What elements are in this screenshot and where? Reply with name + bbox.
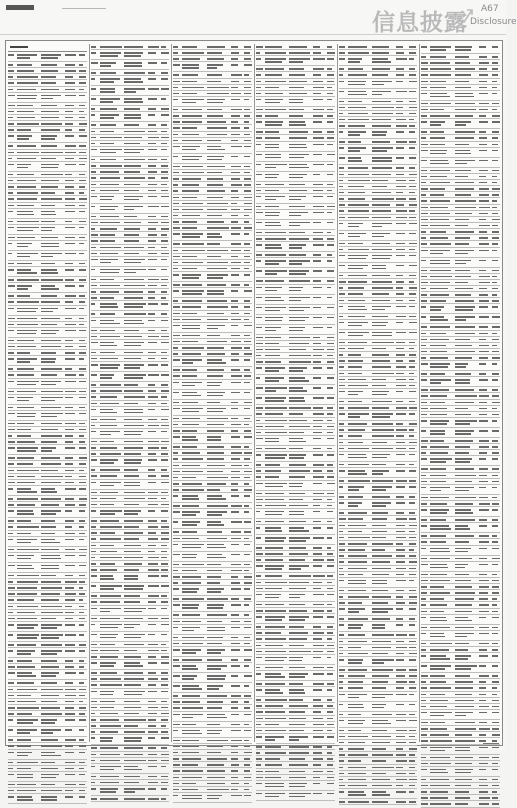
table-row bbox=[256, 97, 335, 107]
section-title-en: Disclosure bbox=[470, 17, 517, 27]
table-row bbox=[91, 632, 170, 642]
table-row bbox=[339, 799, 418, 805]
table-row bbox=[421, 710, 500, 720]
table-row bbox=[8, 794, 87, 804]
table-row bbox=[256, 481, 335, 491]
table-row bbox=[421, 615, 500, 625]
table-row bbox=[421, 91, 500, 101]
table-row bbox=[173, 97, 252, 107]
table-row bbox=[421, 377, 500, 387]
table-column bbox=[173, 44, 252, 742]
table-column bbox=[256, 44, 335, 742]
table-row bbox=[173, 683, 252, 693]
table-row bbox=[91, 112, 170, 122]
table-row bbox=[91, 606, 170, 616]
table-row bbox=[339, 253, 418, 263]
table-row bbox=[8, 445, 87, 455]
table-row bbox=[256, 509, 335, 519]
table-row bbox=[8, 251, 87, 261]
table-row bbox=[91, 50, 170, 60]
table-row bbox=[173, 509, 252, 519]
table-row bbox=[339, 622, 418, 632]
listing-tables bbox=[5, 40, 503, 746]
table-row bbox=[8, 411, 87, 421]
section-title: 信息披露 bbox=[372, 10, 468, 36]
table-row bbox=[421, 418, 500, 428]
table-row bbox=[421, 456, 500, 466]
table-row bbox=[256, 242, 335, 252]
table-row bbox=[173, 728, 252, 738]
table-row bbox=[421, 801, 500, 807]
column-divider bbox=[171, 44, 172, 742]
table-column bbox=[91, 44, 170, 742]
table-row bbox=[91, 457, 170, 467]
table-row bbox=[256, 315, 335, 325]
table-row bbox=[91, 60, 170, 70]
table-row bbox=[339, 304, 418, 314]
table-row bbox=[173, 493, 252, 503]
table-row bbox=[256, 436, 335, 446]
table-column bbox=[421, 44, 500, 742]
table-row bbox=[8, 727, 87, 737]
table-row bbox=[91, 147, 170, 157]
table-row bbox=[421, 158, 500, 168]
table-row bbox=[91, 583, 170, 593]
table-row bbox=[256, 525, 335, 535]
table-row bbox=[339, 452, 418, 462]
table-row bbox=[8, 283, 87, 293]
table-row bbox=[91, 480, 170, 490]
table-row bbox=[256, 592, 335, 602]
table-row bbox=[173, 663, 252, 673]
table-row bbox=[339, 155, 418, 165]
table-row bbox=[91, 267, 170, 277]
table-row bbox=[8, 306, 87, 316]
table-row bbox=[339, 692, 418, 702]
table-row bbox=[8, 670, 87, 680]
top-rule bbox=[62, 8, 106, 9]
table-row bbox=[91, 76, 170, 86]
table-row bbox=[421, 745, 500, 755]
table-row bbox=[256, 781, 335, 791]
table-row bbox=[8, 241, 87, 251]
table-row bbox=[256, 655, 335, 665]
table-row bbox=[256, 220, 335, 230]
table-row bbox=[421, 485, 500, 495]
table-row bbox=[256, 452, 335, 462]
table-row bbox=[173, 552, 252, 562]
table-row bbox=[256, 687, 335, 697]
table-row bbox=[173, 144, 252, 154]
table-row bbox=[256, 162, 335, 172]
table-row bbox=[173, 712, 252, 722]
table-row bbox=[339, 79, 418, 89]
table-row bbox=[256, 385, 335, 395]
table-row bbox=[173, 390, 252, 400]
table-row bbox=[8, 356, 87, 366]
table-row bbox=[91, 204, 170, 214]
table-row bbox=[173, 586, 252, 596]
table-row bbox=[256, 142, 335, 152]
table-row bbox=[421, 148, 500, 158]
table-row bbox=[339, 411, 418, 421]
table-row bbox=[256, 375, 335, 385]
table-row bbox=[91, 796, 170, 802]
table-row bbox=[256, 194, 335, 204]
table-row bbox=[339, 129, 418, 139]
table-row bbox=[421, 44, 500, 54]
table-row bbox=[339, 231, 418, 241]
table-row bbox=[339, 606, 418, 616]
table-row bbox=[256, 210, 335, 220]
masthead-rule bbox=[0, 34, 506, 35]
table-row bbox=[421, 546, 500, 556]
table-row bbox=[8, 622, 87, 632]
table-row bbox=[173, 542, 252, 552]
table-row bbox=[173, 154, 252, 164]
table-row bbox=[339, 330, 418, 340]
table-row bbox=[421, 428, 500, 438]
table-row bbox=[8, 395, 87, 405]
column-divider bbox=[89, 44, 90, 742]
table-row bbox=[91, 318, 170, 328]
table-row bbox=[256, 119, 335, 129]
table-row bbox=[8, 508, 87, 518]
table-row bbox=[173, 406, 252, 416]
table-row bbox=[256, 268, 335, 278]
table-row bbox=[173, 647, 252, 657]
table-row bbox=[8, 486, 87, 496]
table-row bbox=[256, 671, 335, 681]
table-row bbox=[8, 750, 87, 760]
table-row bbox=[339, 145, 418, 155]
table-row bbox=[91, 429, 170, 439]
footer-note bbox=[483, 743, 499, 745]
table-row bbox=[256, 563, 335, 573]
table-row bbox=[173, 288, 252, 298]
table-row bbox=[256, 535, 335, 545]
table-row bbox=[339, 89, 418, 99]
table-row bbox=[339, 468, 418, 478]
table-row bbox=[421, 653, 500, 663]
table-row bbox=[8, 162, 87, 172]
table-row bbox=[91, 786, 170, 796]
table-row bbox=[256, 365, 335, 375]
table-row bbox=[339, 702, 418, 712]
table-row bbox=[8, 93, 87, 103]
table-row bbox=[91, 573, 170, 583]
table-row bbox=[173, 625, 252, 635]
table-row bbox=[91, 407, 170, 417]
table-row bbox=[8, 209, 87, 219]
table-row bbox=[173, 357, 252, 367]
masthead bbox=[0, 0, 517, 36]
table-row bbox=[339, 500, 418, 510]
table-row bbox=[91, 622, 170, 632]
table-row bbox=[8, 563, 87, 573]
table-row bbox=[91, 86, 170, 96]
table-row bbox=[421, 767, 500, 777]
table-row bbox=[91, 362, 170, 372]
table-row bbox=[339, 789, 418, 799]
table-row bbox=[421, 663, 500, 673]
table-row bbox=[8, 772, 87, 782]
table-row bbox=[8, 267, 87, 277]
table-row bbox=[339, 484, 418, 494]
table-row bbox=[256, 395, 335, 405]
table-row bbox=[256, 325, 335, 335]
table-row bbox=[8, 225, 87, 235]
table-row bbox=[421, 507, 500, 517]
table-row bbox=[339, 389, 418, 399]
table-row bbox=[339, 221, 418, 231]
table-row bbox=[339, 263, 418, 273]
table-row bbox=[421, 562, 500, 572]
table-row bbox=[173, 793, 252, 803]
column-divider bbox=[419, 44, 420, 742]
table-row bbox=[91, 301, 170, 311]
table-row bbox=[8, 52, 87, 62]
table-row bbox=[91, 194, 170, 204]
table-row bbox=[421, 258, 500, 268]
table-row bbox=[8, 537, 87, 547]
table-row bbox=[339, 578, 418, 588]
table-row bbox=[173, 602, 252, 612]
column-divider bbox=[254, 44, 255, 742]
table-row bbox=[173, 673, 252, 683]
table-row bbox=[91, 372, 170, 382]
table-row bbox=[8, 632, 87, 642]
table-row bbox=[8, 648, 87, 658]
table-row bbox=[256, 172, 335, 182]
table-row bbox=[91, 257, 170, 267]
table-row bbox=[421, 119, 500, 129]
table-row bbox=[256, 285, 335, 295]
table-row bbox=[256, 734, 335, 744]
table-row bbox=[421, 248, 500, 258]
table-row bbox=[421, 361, 500, 371]
column-divider bbox=[337, 44, 338, 742]
table-row bbox=[256, 614, 335, 624]
table-row bbox=[8, 717, 87, 727]
newspaper-logo bbox=[6, 4, 34, 11]
table-row bbox=[91, 508, 170, 518]
table-row bbox=[8, 328, 87, 338]
table-row bbox=[256, 152, 335, 162]
table-row bbox=[256, 791, 335, 801]
table-row bbox=[421, 314, 500, 324]
table-row bbox=[91, 735, 170, 745]
table-column bbox=[8, 44, 87, 742]
table-row bbox=[256, 258, 335, 268]
table-row bbox=[339, 657, 418, 667]
table-row bbox=[256, 56, 335, 66]
table-row bbox=[421, 523, 500, 533]
table-row bbox=[421, 304, 500, 314]
table-row bbox=[91, 340, 170, 350]
table-header bbox=[8, 44, 87, 52]
table-row bbox=[173, 272, 252, 282]
table-row bbox=[173, 380, 252, 390]
table-row bbox=[91, 689, 170, 699]
table-row bbox=[173, 519, 252, 529]
table-row bbox=[91, 96, 170, 106]
table-row bbox=[173, 434, 252, 444]
table-row bbox=[339, 56, 418, 66]
table-row bbox=[8, 133, 87, 143]
table-row bbox=[173, 323, 252, 333]
table-row bbox=[339, 320, 418, 330]
table-row bbox=[421, 631, 500, 641]
table-row bbox=[8, 379, 87, 389]
table-row bbox=[256, 295, 335, 305]
table-row bbox=[256, 305, 335, 315]
table-column bbox=[339, 44, 418, 742]
table-row bbox=[91, 660, 170, 670]
table-row bbox=[173, 231, 252, 241]
page-number: A67 bbox=[481, 4, 499, 14]
table-row bbox=[91, 764, 170, 774]
table-row bbox=[173, 62, 252, 72]
table-row bbox=[8, 553, 87, 563]
table-row bbox=[339, 718, 418, 728]
